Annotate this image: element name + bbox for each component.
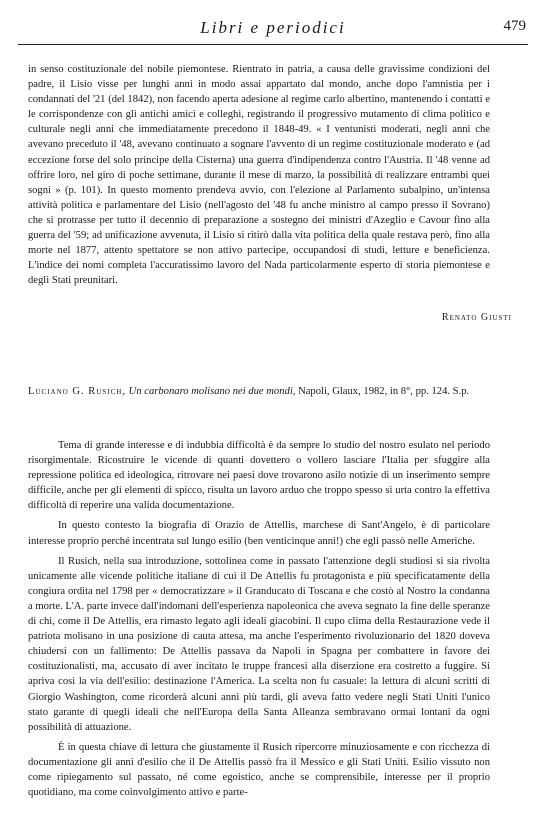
book-title: Un carbonaro molisano nei due mondi (128, 386, 293, 397)
review-paragraph: Il Rusich, nella sua introduzione, sottolinea come in passato l'attenzione degli studiosi si sia rivolta unicamente alle vicende politiche italiane di cui il De Attellis fu protagonista e più specificatamente della congiura ordita nel 1798 per « democratizzare » il Granducato di Toscana e che costò al Nostro la condanna a morte. L'A. parte invece dall'indomani dell'esperienza napoleonica che aveva segnato la fine delle speranze di chi, come il De Attellis, era rimasto legato agli ideali giacobini. Il cupo clima della Restaurazione vede il patriota molisano in una posizione di cauta attesa, ma anche l'esperimento rivoluzionario del 1820 doveva chiudersi con un fallimento: De Attellis passava da Napoli in Spagna per combattere in favore dei costituzionalisti, ma, accusato di aver incitato le truppe francesi alla diserzione era costretto a fuggire. Si apriva così la via dell'esilio: destinazione l'America. La scelta non fu casuale: la lettura di alcuni scritti di Giorgio Washington, come ricorderà alcuni anni più tardi, gli aveva fatto vedere negli Stati Uniti l'unico stato garante di quegli ideali che nell'Europa della Santa Alleanza sembravano ormai lontani da ogni possibilità di attuazione. (28, 555, 490, 733)
running-header (18, 14, 528, 45)
reviewer-signature: Renato Giusti (441, 312, 512, 323)
review-paragraph: È in questa chiave di lettura che giustamente il Rusich ripercorre minuziosamente e con ricchezza di documentazione gli anni d'esilio che il De Attellis passò fra il Messico e gli Stati Uniti. Esilio vissuto non come ripiegamento sul passato, né come egoistico, anche se comprensibile, interesse per il proprio quotidiano, ma come coinvolgimento attivo e parte- (28, 741, 490, 799)
publication-details: , Napoli, Glaux, 1982, in 8°, pp. 124. S.p. (292, 386, 470, 397)
page-number: 479 (503, 18, 526, 34)
review-paragraph: In questo contesto la biografia di Orazio de Attellis, marchese di Sant'Angelo, è di particolare interesse proprio perché incentrata sul lungo esilio (ben venticinque anni!) che egli passò nelle Americhe. (28, 520, 490, 547)
review-paragraph: Tema di grande interesse e di indubbia difficoltà è da sempre lo studio del nostro esulato nel periodo risorgimentale. Ricostruire le vicende di quanti dovettero o vollero lasciare l'Italia per sfuggire alla repressione politica ed ideologica, ritrovare nei paesi dove trovarono asilo notizie di un inserimento sempre difficile, anche per gli elementi di spicco, risulta un lavoro arduo che troppo spesso si urta contro la effettiva difficoltà di reperire una valida documentazione. (28, 440, 490, 512)
running-title: Libri e periodici (200, 18, 346, 37)
review-body (28, 438, 490, 805)
continuation-section (28, 62, 490, 288)
review-heading (28, 384, 490, 400)
continuation-paragraph: in senso costituzionale del nobile piemontese. Rientrato in patria, a causa delle gravissime condizioni del padre, il Lisio visse per lunghi anni in modo assai appartato dal mondo, anche dopo l'amnistia per i condannati del '21 (del 1842), non facendo aperta adesione al regime carlo albertino, mantenendo i contatti e le corrispondenze con gli antichi amici e colleghi, registrando il progressivo mutamento di clima politico e culturale negli anni che immediatamente precedono il 1848-49. « I ventunisti moderati, negli anni che avevano preceduto il '48, avevano continuato a sognare l'avvento di un regime costituzionale moderato e (ad eccezione forse del solo principe della Cisterna) una guerra d'indipendenza contro l'Austria. Il '48 venne ad offrire loro, nel giro di poche settimane, durante il mese di marzo, la possibilità di realizzare entrambi quei sogni » (p. 101). In questo momento prendeva avvio, con l'elezione al Parlamento subalpino, un'intensa attività politica e parlamentare del Lisio (nell'agosto del '48 fu anche ministro al campo presso il Sovrano) che si protrasse per tutto il decennio di preparazione a sostegno dei ministri d'Azeglio e Cavour fino alla guerra del '59; ad unificazione avvenuta, il Lisio si ritirò dalla vita politica della quale restava però, fino alla morte nel 1877, attento spettatore se non attivo partecipe, occupandosi di studi, letture e beneficienza. L'indice dei nomi completa l'accuratissimo lavoro del Nada particolarmente esperto di storia piemontese e degli Stati preunitari. (28, 64, 490, 287)
book-author: Luciano G. Rusich, (28, 386, 127, 397)
